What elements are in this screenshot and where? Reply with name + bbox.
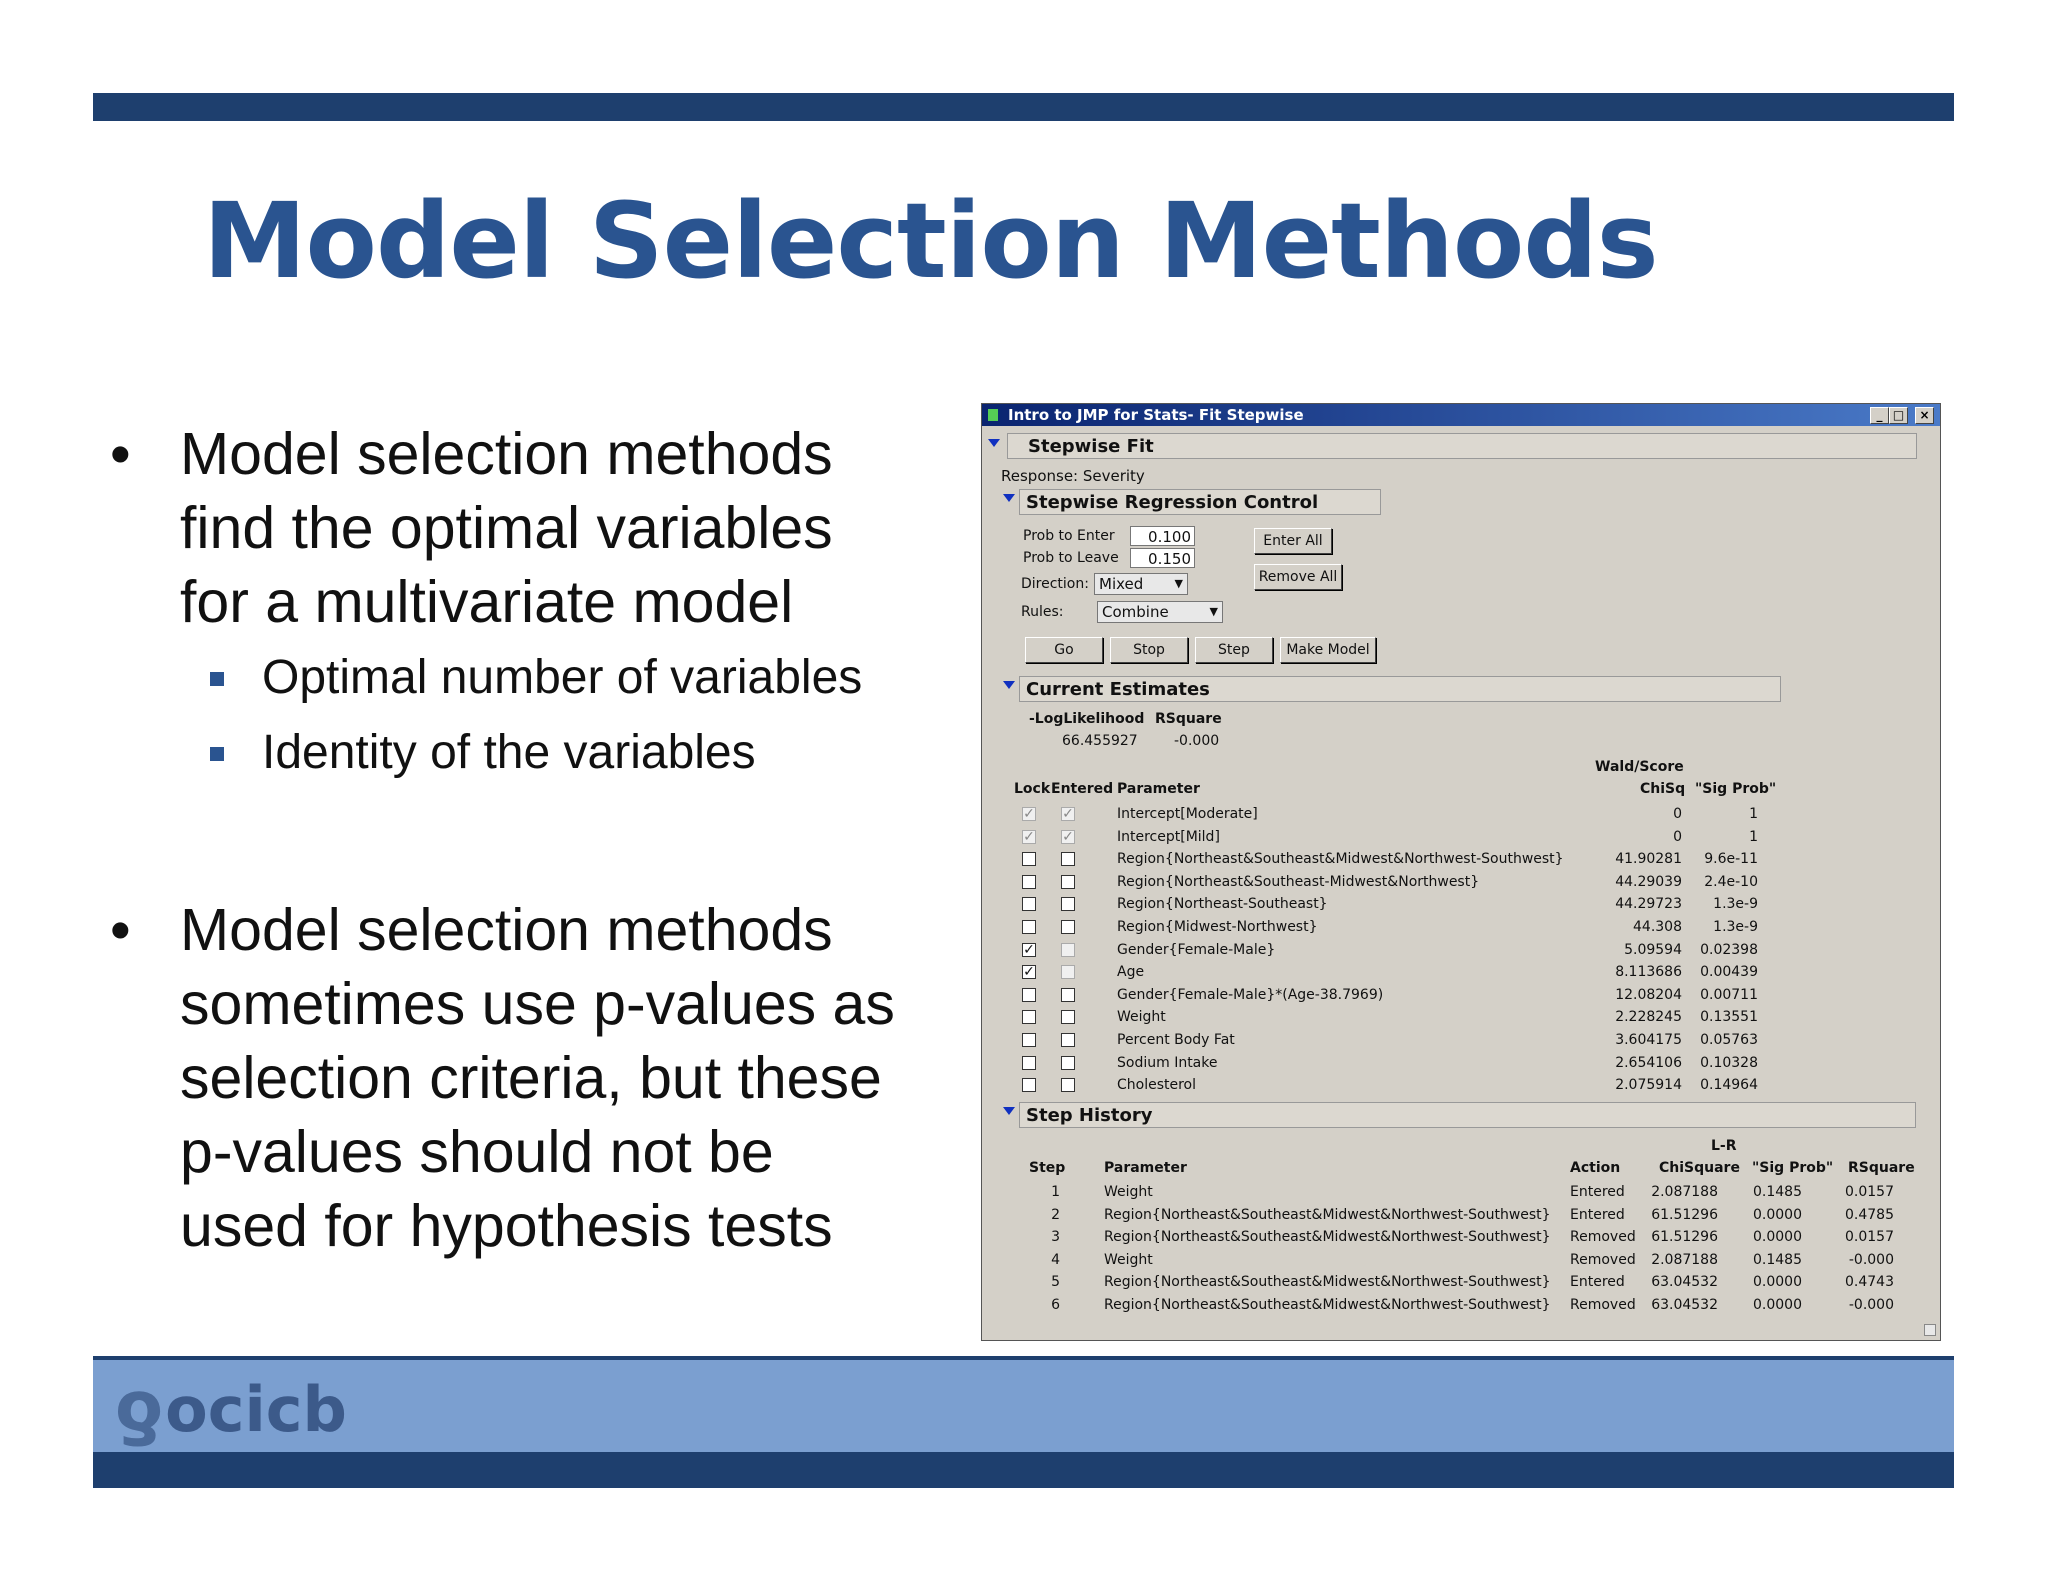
hist-rsquare-cell: 0.0157 bbox=[1845, 1184, 1894, 1200]
entered-checkbox[interactable]: ✓ bbox=[1062, 806, 1074, 822]
step-cell: 6 bbox=[1051, 1297, 1060, 1313]
sigprob-header: "Sig Prob" bbox=[1695, 781, 1777, 797]
prob-enter-input[interactable]: 0.100 bbox=[1130, 526, 1195, 546]
lock-checkbox[interactable] bbox=[1022, 1010, 1036, 1024]
hist-parameter-cell: Region{Northeast&Southeast&Midwest&Northwest-Southwest} bbox=[1104, 1274, 1551, 1291]
history-row bbox=[982, 1227, 1940, 1249]
estimate-row bbox=[982, 827, 1940, 849]
history-header[interactable]: Step History bbox=[1019, 1102, 1916, 1128]
minimize-button[interactable]: _ bbox=[1870, 407, 1889, 424]
sigprob-cell: 2.4e-10 bbox=[1704, 873, 1758, 890]
step-col-header: Step bbox=[1029, 1160, 1066, 1176]
sigprob-cell: 0.00439 bbox=[1700, 964, 1758, 981]
chevron-down-icon: ▼ bbox=[1209, 605, 1218, 618]
sigprob-cell: 1.3e-9 bbox=[1713, 896, 1758, 913]
lock-checkbox[interactable]: ✓ bbox=[1023, 828, 1035, 845]
hist-sigprob-cell: 0.0000 bbox=[1753, 1229, 1802, 1246]
parameter-cell: Age bbox=[1117, 964, 1145, 981]
lock-checkbox[interactable]: ✓ bbox=[1023, 806, 1035, 822]
hist-sigprob-cell: 0.1485 bbox=[1753, 1184, 1802, 1200]
go-button[interactable]: Go bbox=[1025, 637, 1103, 663]
chisq-cell: 2.075914 bbox=[1615, 1077, 1682, 1094]
chisq-cell: 2.228245 bbox=[1615, 1009, 1682, 1026]
chisquare-cell: 61.51296 bbox=[1651, 1229, 1718, 1246]
parameter-cell: Percent Body Fat bbox=[1117, 1032, 1235, 1048]
action-cell: Entered bbox=[1570, 1274, 1625, 1291]
lock-checkbox[interactable] bbox=[1022, 852, 1036, 866]
chisq-cell: 41.90281 bbox=[1615, 851, 1682, 868]
sigprob-cell: 0.10328 bbox=[1700, 1054, 1758, 1071]
bullet-1-line-3: for a multivariate model bbox=[180, 569, 794, 635]
window-title: Intro to JMP for Stats- Fit Stepwise bbox=[1008, 406, 1304, 424]
history-row bbox=[982, 1250, 1940, 1272]
entered-checkbox[interactable] bbox=[1061, 965, 1075, 979]
prob-enter-label: Prob to Enter bbox=[1023, 528, 1115, 544]
hist-sigprob-header: "Sig Prob" bbox=[1752, 1160, 1834, 1176]
parameter-cell: Intercept[Mild] bbox=[1117, 828, 1220, 845]
hist-rsquare-cell: -0.000 bbox=[1848, 1297, 1894, 1313]
window-titlebar[interactable] bbox=[982, 404, 1940, 426]
chisq-cell: 44.29723 bbox=[1615, 896, 1682, 913]
bullet-2-line-4: p-values should not be bbox=[180, 1119, 774, 1185]
entered-checkbox[interactable] bbox=[1061, 875, 1075, 889]
history-row bbox=[982, 1182, 1940, 1204]
sub-bullet-1 bbox=[262, 650, 862, 705]
entered-checkbox[interactable] bbox=[1061, 897, 1075, 911]
estimate-row bbox=[982, 962, 1940, 984]
entered-header: Entered bbox=[1051, 781, 1114, 797]
sub-bullet-2-text: Identity of the variables bbox=[262, 726, 756, 779]
rsquare-label: RSquare bbox=[1155, 711, 1222, 727]
history-row bbox=[982, 1295, 1940, 1317]
parameter-cell: Weight bbox=[1117, 1009, 1166, 1026]
history-row bbox=[982, 1205, 1940, 1227]
hist-parameter-cell: Region{Northeast&Southeast&Midwest&Northwest-Southwest} bbox=[1104, 1229, 1551, 1246]
hist-sigprob-cell: 0.0000 bbox=[1753, 1297, 1802, 1313]
sigprob-cell: 0.05763 bbox=[1700, 1032, 1758, 1048]
hist-sigprob-cell: 0.0000 bbox=[1753, 1206, 1802, 1223]
estimates-header[interactable]: Current Estimates bbox=[1019, 676, 1781, 702]
step-cell: 2 bbox=[1051, 1206, 1060, 1223]
bullet-2-line-1: Model selection methods bbox=[180, 897, 833, 963]
lock-checkbox[interactable] bbox=[1022, 920, 1036, 934]
remove-all-button[interactable]: Remove All bbox=[1254, 564, 1342, 590]
footer-band bbox=[93, 1356, 1954, 1456]
close-button[interactable]: × bbox=[1915, 407, 1934, 424]
sigprob-cell: 0.13551 bbox=[1700, 1009, 1758, 1026]
parameter-cell: Region{Northeast&Southeast&Midwest&Northwest-Southwest} bbox=[1117, 851, 1564, 868]
estimate-row bbox=[982, 1030, 1940, 1052]
chisq-cell: 0 bbox=[1673, 806, 1682, 822]
hist-rsquare-cell: 0.4785 bbox=[1845, 1206, 1894, 1223]
action-cell: Entered bbox=[1570, 1184, 1625, 1200]
parameter-cell: Region{Northeast&Southeast-Midwest&Northwest} bbox=[1117, 873, 1480, 890]
hist-rsquare-cell: -0.000 bbox=[1848, 1251, 1894, 1268]
resize-grip-icon[interactable] bbox=[1924, 1324, 1936, 1336]
disclosure-triangle-icon[interactable] bbox=[1003, 681, 1015, 689]
lock-checkbox[interactable] bbox=[1022, 897, 1036, 911]
lock-checkbox[interactable]: ✓ bbox=[1023, 964, 1035, 981]
bullet-1 bbox=[110, 417, 833, 639]
bullet-1-line-1: Model selection methods bbox=[180, 421, 833, 487]
bullet-2-line-5: used for hypothesis tests bbox=[180, 1193, 833, 1259]
bullet-2 bbox=[110, 893, 895, 1263]
bullet-dot: • bbox=[110, 421, 131, 487]
hist-sigprob-cell: 0.1485 bbox=[1753, 1251, 1802, 1268]
entered-checkbox[interactable] bbox=[1061, 1078, 1075, 1092]
step-cell: 3 bbox=[1051, 1229, 1060, 1246]
sigprob-cell: 9.6e-11 bbox=[1704, 851, 1758, 868]
chisq-cell: 44.29039 bbox=[1615, 873, 1682, 890]
direction-value: Mixed bbox=[1099, 575, 1144, 593]
entered-checkbox[interactable] bbox=[1061, 920, 1075, 934]
lock-checkbox[interactable]: ✓ bbox=[1023, 941, 1035, 958]
entered-checkbox[interactable] bbox=[1061, 943, 1075, 957]
estimate-row bbox=[982, 917, 1940, 939]
chisquare-cell: 63.04532 bbox=[1651, 1297, 1718, 1313]
lock-checkbox[interactable] bbox=[1022, 1078, 1036, 1092]
sigprob-cell: 0.02398 bbox=[1700, 941, 1758, 958]
action-header: Action bbox=[1570, 1160, 1621, 1176]
make-model-button[interactable]: Make Model bbox=[1280, 637, 1376, 663]
bullet-dot: • bbox=[110, 897, 131, 963]
chisquare-header: ChiSquare bbox=[1659, 1160, 1740, 1176]
disclosure-triangle-icon[interactable] bbox=[1003, 1107, 1015, 1115]
direction-label: Direction: bbox=[1021, 576, 1089, 592]
entered-checkbox[interactable] bbox=[1061, 1033, 1075, 1047]
hist-rsquare-cell: 0.0157 bbox=[1845, 1229, 1894, 1246]
chisq-cell: 12.08204 bbox=[1615, 986, 1682, 1003]
lock-checkbox[interactable] bbox=[1022, 1033, 1036, 1047]
loglik-value: 66.455927 bbox=[1062, 733, 1138, 749]
sigprob-cell: 0.14964 bbox=[1700, 1077, 1758, 1094]
lock-checkbox[interactable] bbox=[1022, 875, 1036, 889]
lock-checkbox[interactable] bbox=[1022, 988, 1036, 1002]
enter-all-button[interactable]: Enter All bbox=[1254, 528, 1332, 554]
action-cell: Removed bbox=[1570, 1297, 1636, 1313]
chisquare-cell: 2.087188 bbox=[1651, 1184, 1718, 1200]
rules-value: Combine bbox=[1102, 603, 1169, 621]
action-cell: Entered bbox=[1570, 1206, 1625, 1223]
app-icon bbox=[988, 409, 998, 421]
ocicb-logo bbox=[115, 1366, 347, 1448]
estimate-row bbox=[982, 1075, 1940, 1097]
slide-title: Model Selection Methods bbox=[203, 180, 1658, 302]
disclosure-triangle-icon[interactable] bbox=[988, 439, 1000, 447]
entered-checkbox[interactable] bbox=[1061, 988, 1075, 1002]
chisq-cell: 5.09594 bbox=[1624, 941, 1682, 958]
logo-swirl-icon: ƍ bbox=[115, 1366, 164, 1448]
prob-leave-input[interactable]: 0.150 bbox=[1130, 548, 1195, 568]
hist-parameter-cell: Region{Northeast&Southeast&Midwest&Northwest-Southwest} bbox=[1104, 1297, 1551, 1313]
disclosure-triangle-icon[interactable] bbox=[1003, 494, 1015, 502]
chisquare-cell: 63.04532 bbox=[1651, 1274, 1718, 1291]
hist-sigprob-cell: 0.0000 bbox=[1753, 1274, 1802, 1291]
chisq-cell: 3.604175 bbox=[1615, 1032, 1682, 1048]
bullet-2-line-2: sometimes use p-values as bbox=[180, 971, 895, 1037]
lock-header: Lock bbox=[1014, 781, 1051, 797]
sigprob-cell: 1 bbox=[1749, 806, 1758, 822]
estimate-row bbox=[982, 940, 1940, 962]
stepwise-fit-header[interactable]: Stepwise Fit bbox=[1007, 433, 1917, 459]
entered-checkbox[interactable] bbox=[1061, 1056, 1075, 1070]
sigprob-cell: 1 bbox=[1749, 828, 1758, 845]
top-bar bbox=[93, 93, 1954, 121]
footer-bottom-bar bbox=[93, 1452, 1954, 1488]
loglik-label: -LogLikelihood bbox=[1029, 711, 1145, 727]
chisq-cell: 44.308 bbox=[1633, 919, 1682, 935]
parameter-cell: Sodium Intake bbox=[1117, 1054, 1218, 1071]
parameter-cell: Region{Northeast-Southeast} bbox=[1117, 896, 1328, 913]
parameter-cell: Region{Midwest-Northwest} bbox=[1117, 919, 1318, 935]
jmp-window bbox=[981, 403, 1941, 1341]
estimate-row bbox=[982, 1053, 1940, 1075]
lock-checkbox[interactable] bbox=[1022, 1056, 1036, 1070]
step-cell: 5 bbox=[1051, 1274, 1060, 1291]
entered-checkbox[interactable] bbox=[1061, 852, 1075, 866]
hist-parameter-cell: Region{Northeast&Southeast&Midwest&Northwest-Southwest} bbox=[1104, 1206, 1551, 1223]
rules-label: Rules: bbox=[1021, 604, 1064, 620]
history-row bbox=[982, 1272, 1940, 1294]
chisq-cell: 8.113686 bbox=[1615, 964, 1682, 981]
response-label: Response: Severity bbox=[1001, 467, 1145, 485]
step-cell: 4 bbox=[1051, 1251, 1060, 1268]
rsquare-value: -0.000 bbox=[1174, 733, 1220, 749]
rules-select[interactable] bbox=[1097, 601, 1223, 623]
sub-bullet-2 bbox=[262, 725, 756, 780]
chisquare-cell: 61.51296 bbox=[1651, 1206, 1718, 1223]
prob-leave-label: Prob to Leave bbox=[1023, 550, 1119, 566]
sub-bullet-1-text: Optimal number of variables bbox=[262, 651, 863, 704]
chisq-header: ChiSq bbox=[1640, 781, 1686, 797]
step-button[interactable]: Step bbox=[1195, 637, 1273, 663]
bullet-1-line-2: find the optimal variables bbox=[180, 495, 833, 561]
parameter-header: Parameter bbox=[1117, 781, 1200, 797]
bullet-2-line-3: selection criteria, but these bbox=[180, 1045, 882, 1111]
square-bullet-icon bbox=[210, 672, 224, 686]
estimate-row bbox=[982, 849, 1940, 871]
hist-parameter-header: Parameter bbox=[1104, 1160, 1187, 1176]
action-cell: Removed bbox=[1570, 1229, 1636, 1246]
chevron-down-icon: ▼ bbox=[1174, 577, 1183, 590]
chisquare-cell: 2.087188 bbox=[1651, 1251, 1718, 1268]
maximize-button[interactable]: □ bbox=[1889, 407, 1908, 424]
entered-checkbox[interactable]: ✓ bbox=[1062, 828, 1074, 845]
logo-text: ocicb bbox=[165, 1373, 347, 1446]
direction-select[interactable] bbox=[1094, 573, 1188, 595]
estimate-row bbox=[982, 985, 1940, 1007]
estimate-row bbox=[982, 804, 1940, 826]
chisq-cell: 0 bbox=[1673, 828, 1682, 845]
hist-parameter-cell: Weight bbox=[1104, 1184, 1153, 1200]
entered-checkbox[interactable] bbox=[1061, 1010, 1075, 1024]
step-cell: 1 bbox=[1051, 1184, 1060, 1200]
hist-rsquare-header: RSquare bbox=[1848, 1160, 1915, 1176]
parameter-cell: Gender{Female-Male} bbox=[1117, 941, 1276, 958]
hist-rsquare-cell: 0.4743 bbox=[1845, 1274, 1894, 1291]
parameter-cell: Cholesterol bbox=[1117, 1077, 1197, 1094]
control-header[interactable]: Stepwise Regression Control bbox=[1019, 489, 1381, 515]
chisq-cell: 2.654106 bbox=[1615, 1054, 1682, 1071]
estimate-row bbox=[982, 894, 1940, 916]
square-bullet-icon bbox=[210, 747, 224, 761]
lr-header: L-R bbox=[1711, 1138, 1737, 1154]
hist-parameter-cell: Weight bbox=[1104, 1251, 1153, 1268]
sigprob-cell: 1.3e-9 bbox=[1713, 919, 1758, 935]
parameter-cell: Intercept[Moderate] bbox=[1117, 806, 1258, 822]
stop-button[interactable]: Stop bbox=[1110, 637, 1188, 663]
parameter-cell: Gender{Female-Male}*(Age-38.7969) bbox=[1117, 986, 1384, 1003]
wald-score-header: Wald/Score bbox=[1595, 759, 1684, 775]
sigprob-cell: 0.00711 bbox=[1700, 986, 1758, 1003]
estimate-row bbox=[982, 872, 1940, 894]
estimate-row bbox=[982, 1007, 1940, 1029]
action-cell: Removed bbox=[1570, 1251, 1636, 1268]
